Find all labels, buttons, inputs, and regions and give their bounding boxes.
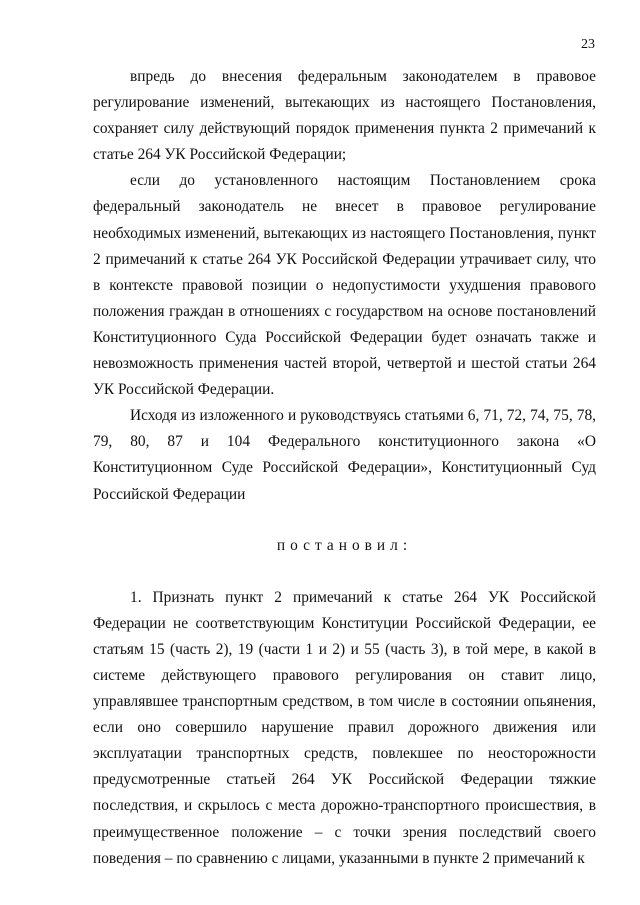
resolution-heading: постановил:: [276, 536, 413, 554]
paragraph-deadline-condition: если до установленного настоящим Постановлением срока федеральный законодатель не внесет в правовое регулирование необходимых изменений, вытекающих из настоящего Постановления, пункт 2 примечаний к статье 264 УК Российской Федерации утрачивает силу, что в контексте правовой позиции о недопустимости ухудшения правового положения граждан в отношениях с государством на основе постановлений Конституционного Суда Российской Федерации будет означать также и невозможность применения частей второй, четвертой и шестой статьи 264 УК Российской Федерации.: [93, 172, 596, 399]
resolution-item-1: 1. Признать пункт 2 примечаний к статье 264 УК Российской Федерации не соответствующим Конституции Российской Федерации, ее статьям 15 (часть 2), 19 (части 1 и 2) и 55 (часть 3), в той мере, в какой в системе действующего правового регулирования он ставит лицо, управлявшее транспортным средством, в том числе в состоянии опьянения, если оно совершило нарушение правил дорожного движения или эксплуатации транспортных средств, повлекшее по неосторожности предусмотренные статьей 264 УК Российской Федерации тяжкие последствия, и скрылось с места дорожно-транспортного происшествия, в преимущественное положение – с точки зрения последствий своего поведения – по сравнению с лицами, указанными в пункте 2 примечаний к: [93, 588, 596, 867]
paragraph-transition-order: впредь до внесения федеральным законодателем в правовое регулирование изменений, вытекающих из настоящего Постановления, сохраняет силу действующий порядок применения пункта 2 примечаний к статье 264 УК Российской Федерации;: [93, 68, 596, 164]
page-number: 23: [581, 37, 595, 52]
paragraph-legal-basis: Исходя из изложенного и руководствуясь статьями 6, 71, 72, 74, 75, 78, 79, 80, 87 и 104 Федерального конституционного закона «О Конституционном Суде Российской Федерации», Конституционный Суд Российской Федерации: [93, 407, 596, 503]
document-body: [93, 64, 596, 872]
